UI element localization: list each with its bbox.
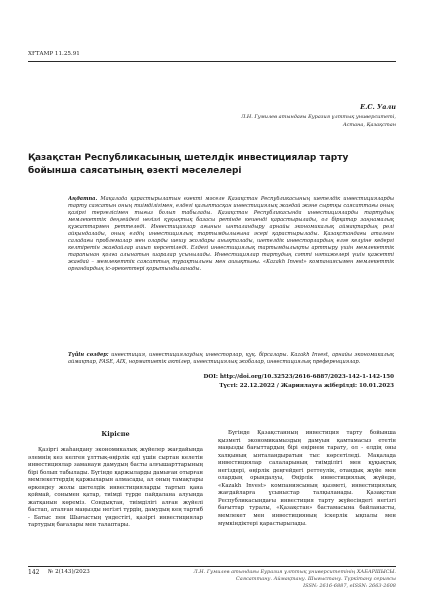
- header-divider: [28, 61, 396, 62]
- abstract-label: Аңдатпа.: [68, 196, 98, 202]
- article-title: Қазақстан Республикасының шетелдік инвестициялар тарту бойынша саясатының өзекті мәселелері: [28, 153, 349, 176]
- page-number: 142: [28, 569, 40, 576]
- keywords-text: инвестиция, инвестициялаудың инвесторлар, құқ. бірсалары. Kazakh Invest, арнайы экономикалық аймақтар, FASE, AIX, нормативтік актілер, инвестициялық жобалар, инвестициялық преференциялар.: [68, 352, 394, 366]
- abstract-block: [68, 196, 394, 348]
- intro-paragraph: Қазіргі жаһандану экономикалық жүйелер жағдайында әлемнің кез келген ұлттық-өңірлік еді үшін сыртан келетін инвестициялар заманауи дамудың басты алғышарттарының бірі болып табылады. Бүгінде қаржыларды дамыған отырған мемлекеттердің қаржыларын алмасады, ал оның тамақтары өркендеу жолы шетелдік инвестицияларды тартып қана қоймай, сонымен қатар, тиімді түрде пайдалана алуында жатқанын көреміз. Сондықтан, тиімділігі алған жүйелі бастап, аталған маңызды негізгі түрдің, дамудың кең тартиб - Батыс пен Шығыстың үндестігі, қазіргі инвестициялар тартудың бағалары мен талаптары.: [28, 447, 203, 529]
- right-paragraph: Бүгінде Қазақстанның инвестиция тарту бойынша қызметі экономикамыздың дамуын қамтамасыз ететін маңызды бағыттардың бірі еңірнем тарату, ол - елдің оны халқының ынталандыратын тыс көрсетіледі. Мақалада инвестициялар салаларының тиімділігі мен құқықтық негіздері, өңірлік деңгейдегі реттеулік, отандық жүйе мен олардың орындалуы, Өңірлік инвестициялық жүйеде, «Kazakh Invest» компаниясының қызметі, инвестициялық жағдайларға ұсыныстар талқыланады. Қазақстан Республикасындағы инвестиция тарту жүйесіндегі негізгі бағыттар туралы, «Қазақстан» бастамасына байланысты, мемлекет мен инвестицияның іскерлік ықпалы мен мүмкіндіктері қарастырылады.: [218, 430, 396, 527]
- keywords-block: [68, 352, 394, 366]
- doi[interactable]: DOI: http://doi.org/10.32523/2616-6887/2023-142-1-142-150: [203, 374, 394, 380]
- footer-issn: ISSN: 2616-6887, eISSN: 2663-2608: [303, 583, 396, 589]
- author-affiliation: Л.Н. Гумилев атындағы Еуразия ұлттық университеті,: [241, 114, 396, 120]
- issue-number: № 2(143)/2023: [48, 569, 90, 575]
- classification-code: ХҒТАМР 11.25.91: [28, 51, 80, 57]
- footer-journal: Л.Н. Гумилев атындағы Еуразия ұлттық университетінің ХАБАРШЫСЫ.: [193, 569, 396, 575]
- author-city: Астана, Қазақстан: [342, 122, 396, 128]
- footer-divider: [28, 566, 396, 567]
- column-right: [218, 430, 396, 528]
- column-left: [28, 430, 203, 530]
- footer-series: Саясаттану. Аймақтану. Шығыстану. Түркітану сериясы: [235, 576, 396, 582]
- keywords-label: Түйін сөздер:: [68, 352, 109, 358]
- abstract-text: Мақалада қарастырылатын өзекті мәселе Қазақстан Республикасының шетелдік инвестицияларды тарту саясатын оның тиімділігімен, елдегі қалыптасқан инвестициялық жағдай және сыртқы саясаттағы оның қазіргі тергелісімен тығыз болып табылады. Қазақстан Республикасында инвестицияларды тартудың мемлекеттік деңгейдегі негізгі құқықтық базасы ретінде кешенді қарастырылады, ол бірқатар заңнамалық құжаттармен реттеледі. Инвестициялар ағынын ынталандыру арнайы экономикалық аймақтардың рөлі айқындалады, оның елдің инвестициялық тартымдылығына әсері қарастырылады. Қазақстандағы аталған саладағы проблемалар мен оларды шешу жолдары анықталады, шетелдік инвесторлардың елге келуіне кедергі келтіретін жағдайлар ашып көрсетіледі. Елдегі инвестициялық тартымдылықты арттыру үшін мемлекеттік тарапынан қолға алынатын шаралар ұсынылады. Инвестициялар тартудың сәтті нәтижелері үшін қажетті жағдай – мемлекеттік саясаттың тұрақтылығы мен ашықтығы. «Kazakh Invest» компаниясымен мемлекеттік органдардың іс-әрекеттері қорытындыланады.: [68, 196, 394, 273]
- author-name: Е.С. Уали: [360, 103, 396, 111]
- intro-heading: Кіріспе: [101, 430, 130, 438]
- received-dates: Түсті: 22.12.2022 / Жариялауға жіберілді: 10.01.2023: [219, 383, 394, 389]
